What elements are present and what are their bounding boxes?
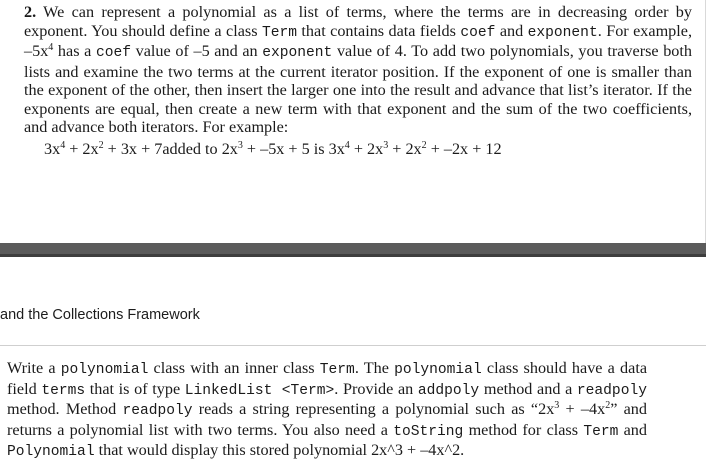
exercise-paragraph bbox=[7, 359, 647, 462]
text: class with an inner class bbox=[148, 359, 320, 377]
term: + –5x + 5 bbox=[242, 140, 310, 158]
example-equation bbox=[44, 140, 502, 159]
problem-number: 2. bbox=[24, 3, 37, 21]
text: method. Method bbox=[7, 400, 123, 418]
code: readpoly bbox=[576, 382, 647, 399]
text: and bbox=[495, 21, 528, 40]
text: value of 4. To add two polynomials, you traverse both lists and examine the two terms at the current iterator position. If the exponent of one is smaller than the exponent of the other, then insert the larger one into the result and advance that list’s iterator. If the exponents are equal, then create a new term with that exponent and the sum of the two coefficients, and advance both iterators. For example: bbox=[24, 42, 692, 136]
code: toString bbox=[393, 423, 464, 440]
code: LinkedList <Term> bbox=[184, 382, 335, 399]
text: that is of type bbox=[85, 379, 185, 398]
text: method for class bbox=[463, 420, 584, 439]
problem-2 bbox=[24, 3, 692, 137]
exercise bbox=[7, 359, 647, 462]
superscript: 2 bbox=[605, 400, 611, 411]
text: . For example, –5x bbox=[24, 21, 692, 60]
code: polynomial bbox=[394, 362, 482, 378]
text: that contains data fields bbox=[296, 21, 461, 40]
exponent: 2 bbox=[421, 140, 427, 151]
superscript: 3 bbox=[554, 400, 560, 411]
term: + 2x bbox=[65, 140, 99, 158]
superscript: 4 bbox=[48, 42, 54, 53]
code: Term bbox=[583, 423, 619, 440]
code: exponent bbox=[262, 45, 333, 61]
code: coef bbox=[460, 24, 496, 41]
term: 3x bbox=[44, 140, 61, 158]
text: reads a string representing a polynomial such as “2x bbox=[192, 400, 555, 418]
text: is bbox=[309, 140, 329, 158]
exponent: 4 bbox=[60, 140, 66, 151]
term: + –2x + 12 bbox=[426, 140, 502, 158]
text: We can represent a polynomial as a list of terms, where the terms are in decreasing order by exponent. You should define a class bbox=[24, 3, 692, 40]
code: Term bbox=[261, 24, 297, 41]
exponent: 3 bbox=[237, 140, 243, 151]
text: Write a bbox=[7, 359, 61, 377]
code: addpoly bbox=[417, 382, 480, 399]
text: . Provide an bbox=[334, 379, 418, 398]
term: + 3x + 7 bbox=[103, 140, 163, 158]
code: polynomial bbox=[60, 362, 149, 378]
term: + 2x bbox=[349, 140, 384, 158]
term: + 2x bbox=[388, 140, 422, 158]
problem-paragraph bbox=[24, 3, 692, 137]
exponent: 4 bbox=[344, 140, 350, 151]
code: Polynomial bbox=[7, 444, 95, 460]
text: value of –5 and an bbox=[131, 42, 263, 60]
page-bottom bbox=[0, 257, 706, 458]
text: has a bbox=[53, 42, 96, 60]
running-head: and the Collections Framework bbox=[0, 307, 200, 323]
text: ” and returns a polynomial list with two terms. You also need a bbox=[7, 400, 647, 439]
exponent: 2 bbox=[98, 140, 104, 151]
code: Term bbox=[319, 362, 355, 378]
header-divider bbox=[0, 345, 706, 346]
text: class should have a data field bbox=[7, 359, 648, 398]
term: 2x bbox=[221, 140, 238, 158]
code: exponent bbox=[527, 24, 598, 41]
code: coef bbox=[95, 45, 132, 61]
text: . The bbox=[354, 359, 395, 377]
term: 3x bbox=[328, 140, 345, 158]
code: terms bbox=[41, 382, 86, 399]
text: and bbox=[618, 420, 647, 439]
code: readpoly bbox=[122, 403, 193, 419]
exponent: 3 bbox=[383, 140, 389, 151]
text: added to bbox=[162, 140, 222, 158]
text: that would display this stored polynomial 2x^3 + –4x^2. bbox=[94, 441, 465, 459]
text: + –4x bbox=[559, 400, 606, 418]
page-gap bbox=[0, 243, 706, 257]
text: method and a bbox=[479, 379, 577, 398]
